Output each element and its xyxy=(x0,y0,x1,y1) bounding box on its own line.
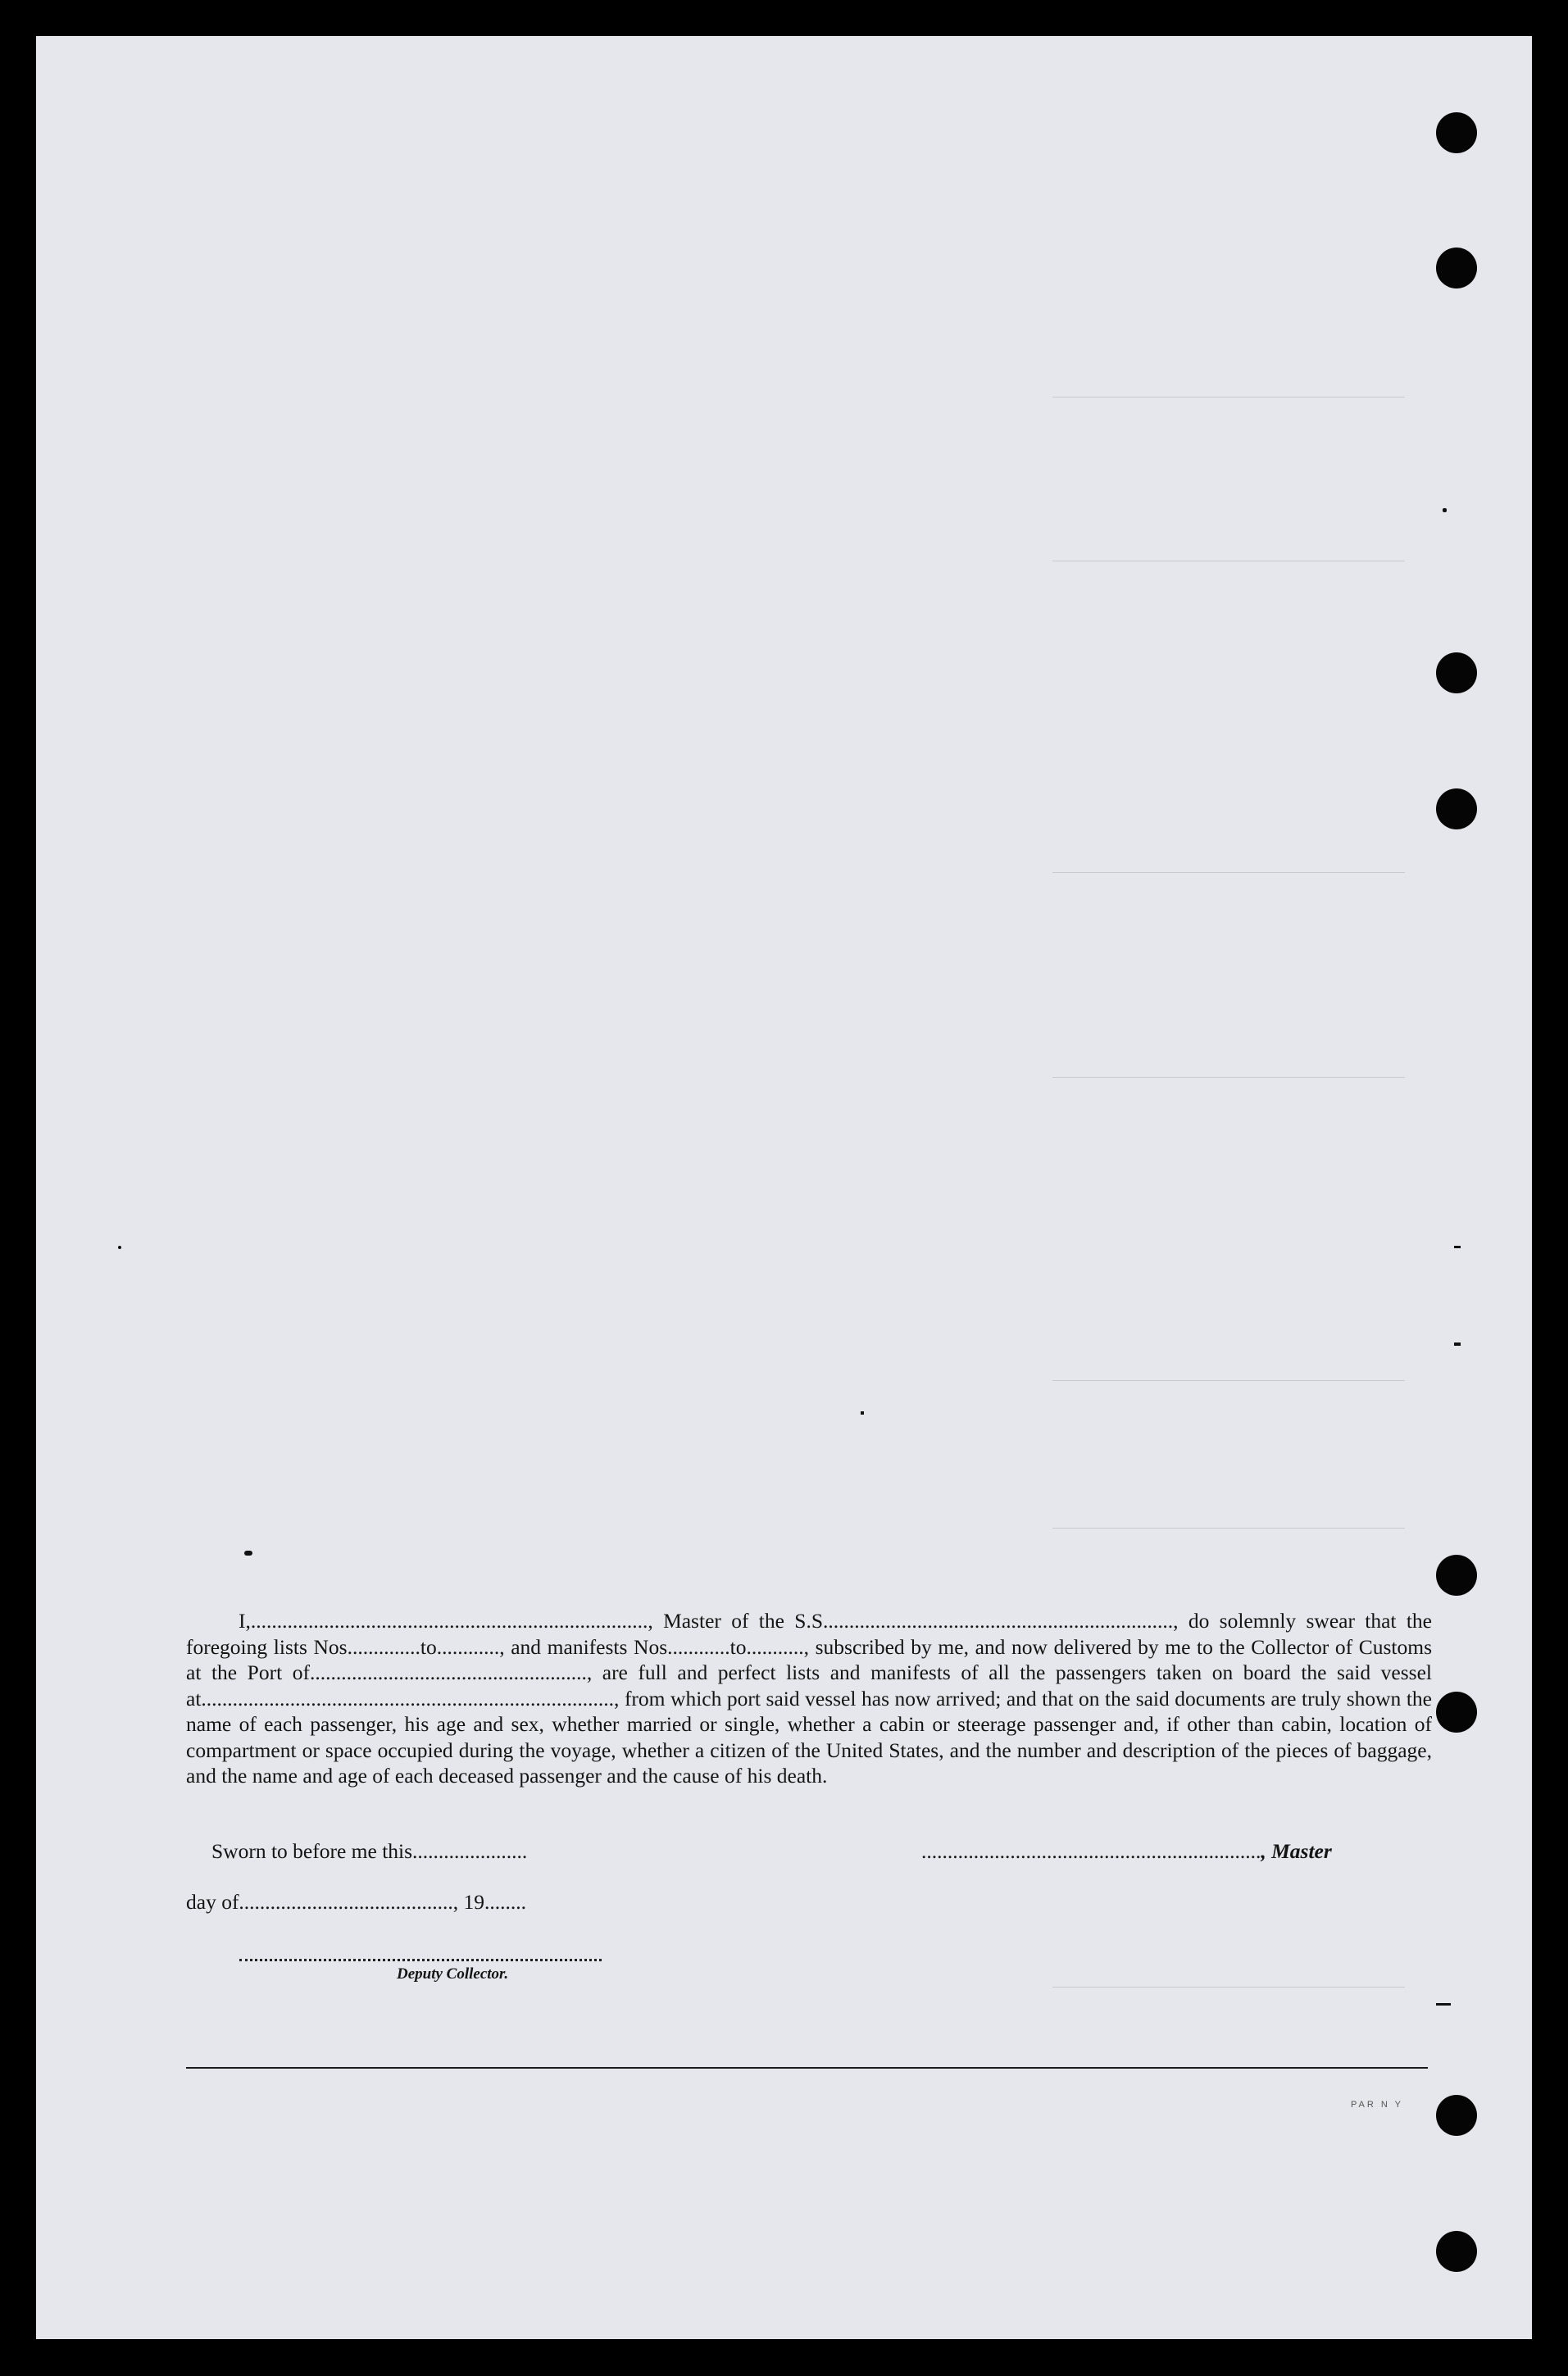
ink-speck xyxy=(1454,1342,1461,1346)
bleed-through-rule xyxy=(1052,1987,1405,1988)
ink-speck xyxy=(118,1246,121,1249)
ink-speck xyxy=(1443,508,1447,512)
punch-hole xyxy=(1436,112,1477,153)
bleed-through-rule xyxy=(1052,1077,1405,1078)
sworn-before-me-label: Sworn to before me this...................... xyxy=(211,1839,528,1863)
punch-hole xyxy=(1436,1692,1477,1733)
bleed-through-rule xyxy=(1052,397,1405,398)
punch-hole xyxy=(1436,1555,1477,1596)
deputy-collector-signature-line xyxy=(239,1959,602,1961)
bottom-rule xyxy=(186,2067,1428,2069)
day-of-line: day of........................................., 19........ xyxy=(186,1890,527,1914)
punch-hole xyxy=(1436,248,1477,288)
printer-mark: PAR N Y xyxy=(1351,2100,1403,2110)
oath-text: I,............................................................................, Master of the S.S..................................................................., do solemnly swear that the foregoing lists Nos..............to............, and manifests Nos............to..........., subscribed by me, and now delivered by me to the Collector of Customs at the Port of....................................................., are full and perfect lists and manifests of all the passengers taken on board the said vessel at..............................................................................., from which port said vessel has now arrived; and that on the said documents are truly shown the name of each passenger, his age and sex, whether married or single, whether a cabin or steerage passenger and, if other than cabin, location of compartment or space occupied during the voyage, whether a citizen of the United States, and the number and description of the pieces of baggage, and the name and age of each deceased passenger and the cause of his death. xyxy=(186,1609,1432,1788)
master-label: , Master xyxy=(1261,1839,1332,1863)
punch-hole xyxy=(1436,2095,1477,2136)
oath-paragraph xyxy=(186,1608,1432,1789)
bleed-through-rule xyxy=(1052,1380,1405,1381)
document-page xyxy=(36,36,1532,2339)
punch-hole xyxy=(1436,2231,1477,2272)
ink-speck xyxy=(1454,1246,1461,1248)
ink-speck xyxy=(1436,2003,1451,2006)
ink-speck xyxy=(861,1411,864,1415)
bleed-through-rule xyxy=(1052,1528,1405,1529)
master-signature-line xyxy=(921,1839,1332,1864)
bleed-through-rule xyxy=(1052,872,1405,873)
master-signature-dots: ................................................................. xyxy=(921,1839,1261,1863)
punch-hole xyxy=(1436,652,1477,693)
punch-hole xyxy=(1436,788,1477,829)
deputy-collector-label: Deputy Collector. xyxy=(397,1965,509,1983)
ink-speck xyxy=(244,1551,252,1556)
